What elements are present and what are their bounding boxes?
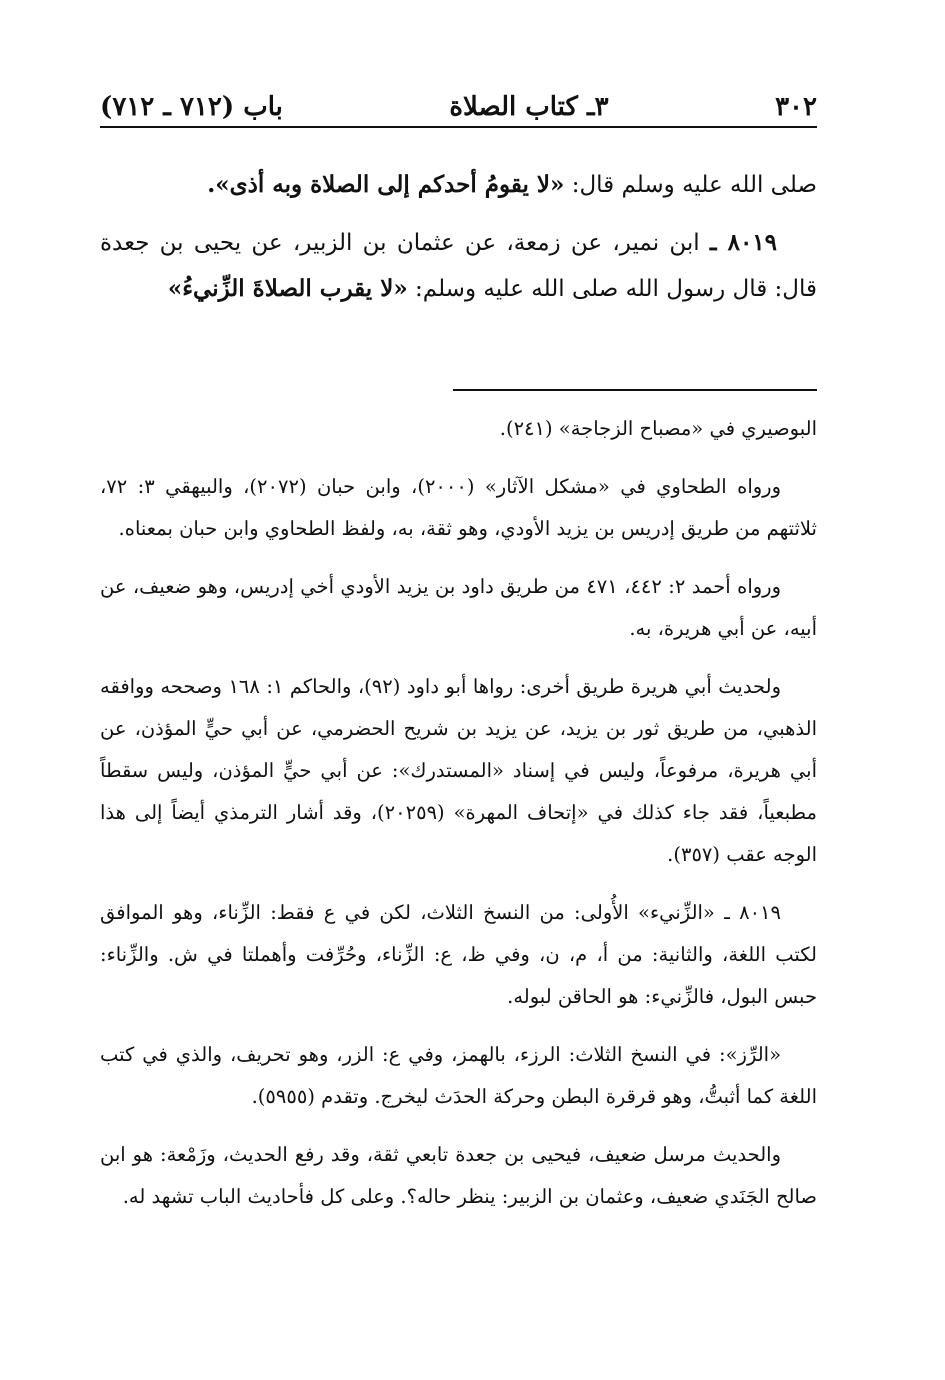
- footnote-paragraph: ولحديث أبي هريرة طريق أخرى: رواها أبو داود (٩٢)، والحاكم ١: ١٦٨ وصححه ووافقه الذهبي، من طريق ثور بن يزيد، عن يزيد بن شريح الحضرمي، عن أبي حيٍّ المؤذن، عن أبي هريرة، مرفوعاً، وليس في إسناد «المستدرك»: عن أبي حيٍّ المؤذن، وليس سقطاً مطبعياً، فقد جاء كذلك في «إتحاف المهرة» (٢٠٢٥٩)، وقد أشار الترمذي أيضاً إلى هذا الوجه عقب (٣٥٧).: [100, 675, 818, 866]
- hadith-matn: «لا يقومُ أحدكم إلى الصلاة وبه أذى».: [207, 171, 565, 198]
- footnote-paragraph: والحديث مرسل ضعيف، فيحيى بن جعدة تابعي ثقة، وقد رفع الحديث، وزَمْعة: هو ابن صالح الجَنَدي ضعيف، وعثمان بن الزبير: ينظر حاله؟. وعلى كل فأحاديث الباب تشهد له.: [100, 1143, 817, 1208]
- footnote-paragraph: ٨٠١٩ ـ «الزِّنيء» الأُولى: من النسخ الثلاث، لكن في ع فقط: الزِّناء، وهو الموافق لكتب اللغة، والثانية: من أ، م، ن، وفي ظ، ع: الزِّناء، وحُرِّفت وأهملتا في ش. والزِّناء: حبس البول، فالزِّنيء: هو الحاقن لبوله.: [100, 901, 817, 1008]
- hadith-matn: «لا يقرب الصلاةَ الزِّنيءُ»: [167, 275, 408, 302]
- hadith-isnad: ابن نمير، عن زمعة، عن عثمان بن الزبير، عن يحيى بن جعدة قال: قال رسول الله صلى الله عليه وسلم:: [100, 230, 817, 302]
- hadith-continuation: [100, 162, 817, 208]
- main-text: [100, 162, 817, 312]
- running-header: [100, 80, 817, 128]
- footnote-paragraph: البوصيري في «مصباح الزجاجة» (٢٤١).: [499, 417, 817, 440]
- footnote-paragraph: «الرِّز»: في النسخ الثلاث: الرزء، بالهمز، وفي ع: الزر، وهو تحريف، والذي في كتب اللغة كما أثبتُّ، وهو قرقرة البطن وحركة الحدَث ليخرج. وتقدم (٥٩٥٥).: [100, 1043, 817, 1108]
- footnote-divider: [453, 389, 817, 391]
- chapter-range: باب (٧١٢ ـ ٧١٢): [100, 92, 283, 122]
- page-number: ٣٠٢: [775, 92, 817, 122]
- footnotes: [100, 408, 817, 1234]
- hadith-8019: [100, 220, 817, 312]
- footnote-paragraph: ورواه أحمد ٢: ٤٤٢، ٤٧١ من طريق داود بن يزيد الأودي أخي إدريس، وهو ضعيف، عن أبيه، عن أبي هريرة، به.: [100, 575, 817, 640]
- book-title: ٣ـ كتاب الصلاة: [449, 92, 609, 122]
- hadith-number: ٨٠١٩ ـ: [709, 229, 778, 256]
- hadith-intro: صلى الله عليه وسلم قال:: [564, 172, 817, 198]
- footnote-paragraph: ورواه الطحاوي في «مشكل الآثار» (٢٠٠٠)، وابن حبان (٢٠٧٢)، والبيهقي ٣: ٧٢، ثلاثتهم من طريق إدريس بن يزيد الأودي، وهو ثقة، به، ولفظ الطحاوي وابن حبان بمعناه.: [100, 475, 817, 540]
